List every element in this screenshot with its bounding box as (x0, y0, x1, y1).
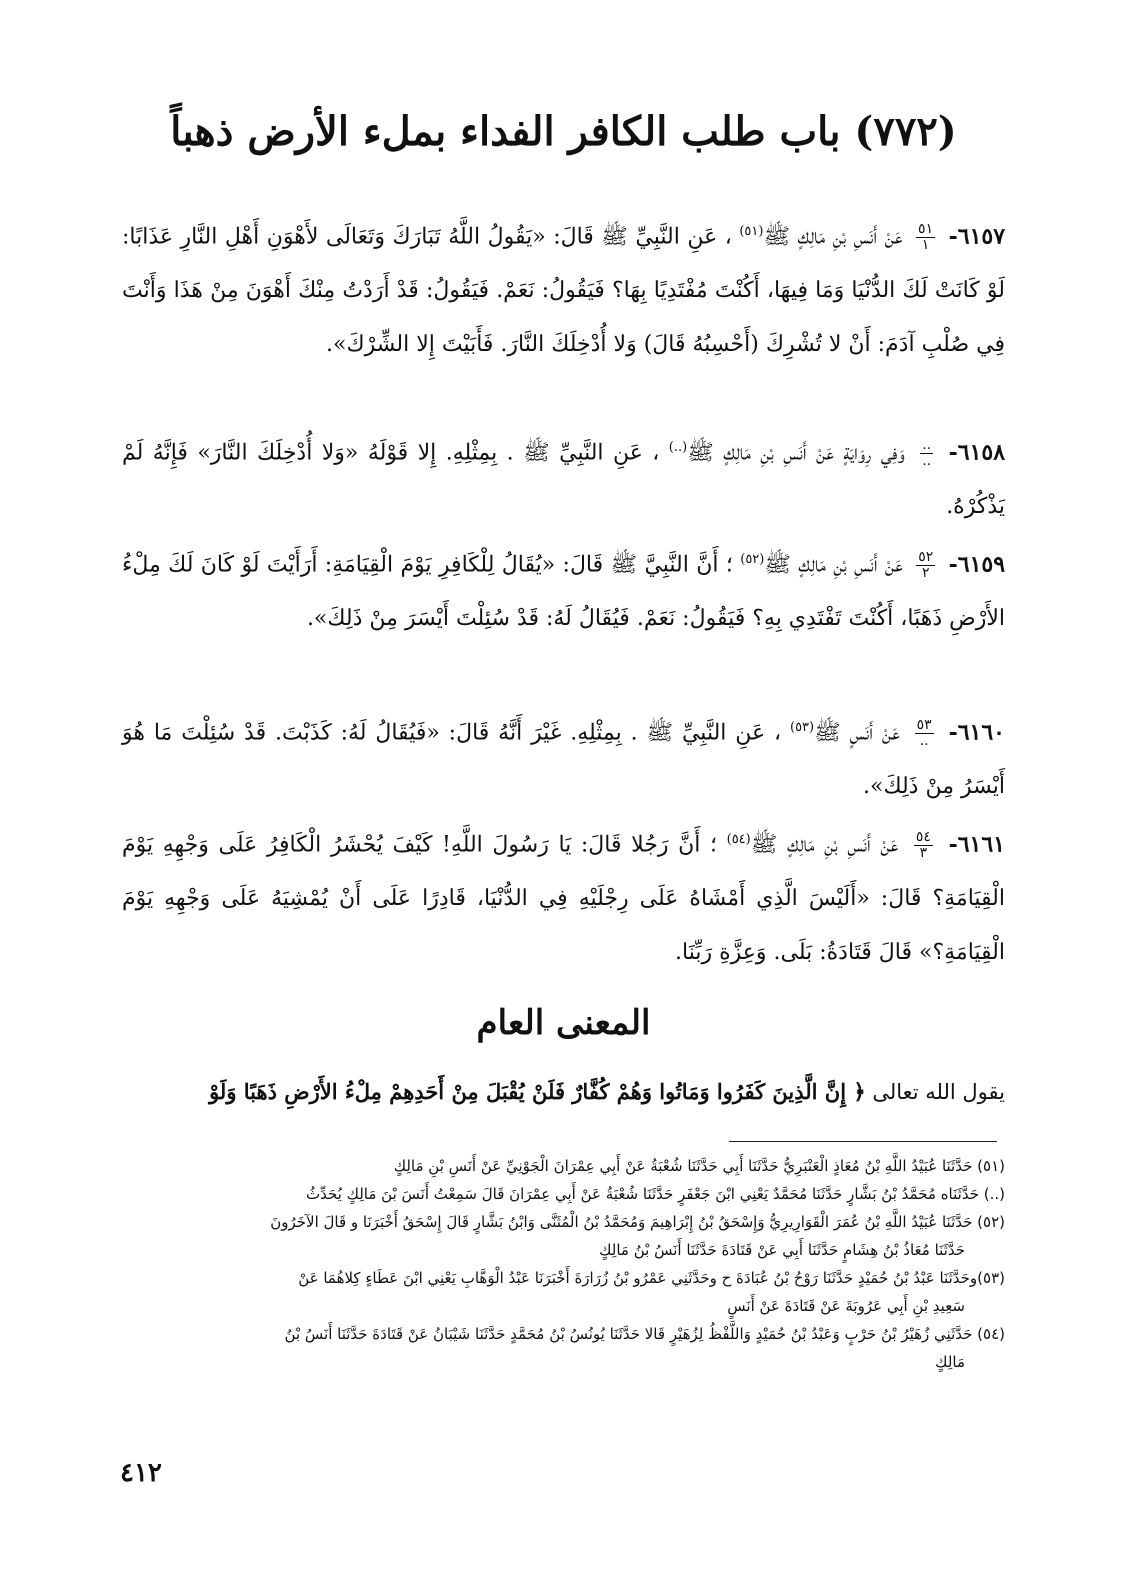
fraction-top: ٥٤ (915, 828, 931, 845)
footnote-continuation: حَدَّثَنَا مُعَاذُ بْنُ هِشَامٍ حَدَّثَنَا أَبِي عَنْ قَتَادَةَ حَدَّثَنَا أَنَسُ بْنُ مَالِكٍ (599, 1241, 965, 1259)
hadith-text: ، عَنِ النَّبِيِّ ﷺ . بِمِثْلِهِ. إِلا قَوْلَهُ «وَلا أُدْخِلَكَ النَّارَ» فَإِنَّهُ لَمْ يَذْكُرْهُ. (122, 440, 1005, 520)
footnote-continuation: سَعِيدِ بْنِ أَبِي عَرُوبَةَ عَنْ قَتَادَةَ عَنْ أَنَسٍ (727, 1297, 965, 1315)
fraction-bottom: .. (922, 452, 932, 469)
fraction-top: ٥٣ (916, 716, 932, 733)
hadith-number: ٦١٥٨- (948, 439, 1006, 466)
hadith-text: ، عَنِ النَّبِيِّ ﷺ قَالَ: «يَقُولُ اللَّهُ تَبَارَكَ وَتَعَالَى لأَهْوَنِ أَهْلِ النَّارِ عَذَابًا: لَوْ كَانَتْ لَكَ الدُّنْيَا وَمَا فِيهَا، أَكُنْتَ مُفْتَدِيًا بِهَا؟ فَيَقُولُ: نَعَمْ. فَيَقُولُ: قَدْ أَرَدْتُ مِنْكَ أَهْوَنَ مِنْ هَذَا وَأَنْتَ فِي صُلْبِ آدَمَ: أَنْ لا تُشْرِكَ (أَحْسِبُهُ قَالَ) وَلا أُدْخِلَكَ النَّارَ. فَأَبَيْتَ إِلا الشِّرْكَ». (122, 224, 1005, 358)
hadith-fraction (914, 830, 933, 861)
footnote-text: (٥١) حَدَّثَنَا عُبَيْدُ اللَّهِ بْنُ مُعَاذٍ الْعَنْبَرِيُّ حَدَّثَنَا أَبِي حَدَّثَنَا شُعْبَةُ عَنْ أَبِي عِمْرَانَ الْجَوْنِيِّ عَنْ أَنَسِ بْنِ مَالِكٍ (393, 1157, 1005, 1175)
hadith-6160 (122, 701, 1005, 814)
section-title: المعنى العام (476, 1003, 651, 1043)
hadith-number: ٦١٥٩- (948, 551, 1006, 578)
hadith-fraction (916, 550, 935, 581)
fraction-bottom: .. (919, 732, 929, 749)
footnote-ref: (..) (668, 440, 688, 455)
intro-paragraph (122, 1070, 1005, 1114)
footnote-ref: (٥٢) (740, 552, 765, 567)
fraction-bottom: ٢ (921, 564, 930, 581)
footnote-divider (729, 1141, 997, 1142)
intro-lead: يقول الله تعالى (872, 1080, 1005, 1104)
hadith-text: ، عَنِ النَّبِيِّ ﷺ . بِمِثْلِهِ. غَيْرَ أَنَّهُ قَالَ: «فَيُقَالُ لَهُ: كَذَبْتَ. قَدْ سُئِلْتَ مَا هُوَ أَيْسَرُ مِنْ ذَلِكَ». (122, 720, 1005, 800)
hadith-6158 (122, 421, 1005, 534)
hadith-lead: وَفِي رِوَايَةٍ عَنْ أَنَسِ بْنِ مَالِكٍ ﷺ (687, 440, 905, 466)
footnote-text: (..) حَدَّثَنَاه مُحَمَّدُ بْنُ بَشَّارٍ حَدَّثَنَا مُحَمَّدٌ يَعْنِي ابْنَ جَعْفَرٍ حَدَّثَنَا شُعْبَةُ عَنْ أَبِي عِمْرَانَ قَالَ سَمِعْتُ أَنَسَ بْنَ مَالِكٍ يُحَدِّثُ (305, 1185, 1005, 1203)
hadith-number: ٦١٦١- (948, 831, 1005, 858)
hadith-lead: عَنْ أَنَسٍ ﷺ (814, 720, 900, 746)
footnote-continuation: مَالِكٍ (935, 1353, 965, 1371)
hadith-fraction (915, 718, 934, 749)
footnote (122, 1208, 1005, 1264)
footnote (122, 1152, 1005, 1180)
page-number: ٤١٢ (120, 1458, 162, 1488)
footnote-ref: (٥٤) (726, 832, 751, 847)
fraction-top: ٥٢ (918, 548, 934, 565)
hadith-6161 (122, 813, 1005, 980)
hadith-lead: عَنْ أَنَسِ بْنِ مَالِكٍ ﷺ (763, 224, 903, 250)
hadith-6157 (122, 205, 1005, 372)
hadith-lead: عَنْ أَنَسِ بْنِ مَالِكٍ ﷺ (764, 552, 903, 578)
footnote (122, 1320, 1005, 1376)
footnote-text: (٥٣)وحَدَّثَنَا عَبْدُ بْنُ حُمَيْدٍ حَدَّثَنَا رَوْحُ بْنُ عُبَادَةَ ح وحَدَّثَنِي عَمْرُو بْنُ زُرَارَةَ أَخْبَرَنَا عَبْدُ الْوَهَّابِ يَعْنِي ابْنَ عَطَاءٍ كِلاهُمَا عَنْ (298, 1269, 1005, 1287)
hadith-number: ٦١٦٠- (948, 719, 1005, 746)
hadith-fraction (916, 222, 935, 253)
fraction-top: .. (922, 436, 932, 453)
footnote (122, 1264, 1005, 1320)
footnotes (122, 1152, 1005, 1376)
footnote-ref: (٥٣) (790, 720, 815, 735)
hadith-text: ؛ أَنَّ رَجُلا قَالَ: يَا رَسُولَ اللَّهِ! كَيْفَ يُحْشَرُ الْكَافِرُ عَلَى وَجْهِهِ يَوْمَ الْقِيَامَةِ؟ قَالَ: «أَلَيْسَ الَّذِي أَمْشَاهُ عَلَى رِجْلَيْهِ فِي الدُّنْيَا، قَادِرًا عَلَى أَنْ يُمْشِيَهُ عَلَى وَجْهِهِ يَوْمَ الْقِيَامَةِ؟» قَالَ قَتَادَةُ: بَلَى. وَعِزَّةِ رَبِّنَا. (122, 832, 1005, 966)
hadith-number: ٦١٥٧- (948, 223, 1006, 250)
fraction-top: ٥١ (918, 220, 934, 237)
fraction-bottom: ٣ (919, 844, 928, 861)
footnote (122, 1180, 1005, 1208)
hadith-fraction (920, 438, 933, 469)
footnote-text: (٥٤) حَدَّثَنِي زُهَيْرُ بْنُ حَرْبٍ وَعَبْدُ بْنُ حُمَيْدٍ وَاللَّفْظُ لِزُهَيْرٍ قَالا حَدَّثَنَا يُونُسُ بْنُ مُحَمَّدٍ حَدَّثَنَا شَيْبَانُ عَنْ قَتَادَةَ حَدَّثَنَا أَنَسُ بْنُ (284, 1325, 1005, 1343)
quran-verse: ﴿ إِنَّ الَّذِينَ كَفَرُوا وَمَاتُوا وَهُمْ كُفَّارٌ فَلَنْ يُقْبَلَ مِنْ أَحَدِهِمْ مِلْءُ الأَرْضِ ذَهَبًا وَلَوْ (209, 1079, 866, 1104)
hadith-6159 (122, 533, 1005, 646)
footnote-text: (٥٢) حَدَّثَنَا عُبَيْدُ اللَّهِ بْنُ عُمَرَ الْقَوَارِيرِيُّ وَإِسْحَقُ بْنُ إِبْرَاهِيمَ وَمُحَمَّدُ بْنُ الْمُثَنَّى وَابْنُ بَشَّارٍ قَالَ إِسْحَقُ أَخْبَرَنَا و قَالَ الآخَرُونَ (270, 1213, 1005, 1231)
hadith-text: ؛ أَنَّ النَّبِيَّ ﷺ قَالَ: «يُقَالُ لِلْكَافِرِ يَوْمَ الْقِيَامَةِ: أَرَأَيْتَ لَوْ كَانَ لَكَ مِلْءُ الأَرْضِ ذَهَبًا، أَكُنْتَ تَفْتَدِي بِهِ؟ فَيَقُولُ: نَعَمْ. فَيُقَالُ لَهُ: قَدْ سُئِلْتَ أَيْسَرَ مِنْ ذَلِكَ». (122, 552, 1005, 632)
chapter-title: (٧٧٢) باب طلب الكافر الفداء بملء الأرض ذهباً (170, 108, 957, 155)
fraction-bottom: ١ (921, 236, 930, 253)
footnote-ref: (٥١) (739, 224, 764, 239)
hadith-lead: عَنْ أَنَسِ بْنِ مَالِكٍ ﷺ (750, 832, 899, 858)
